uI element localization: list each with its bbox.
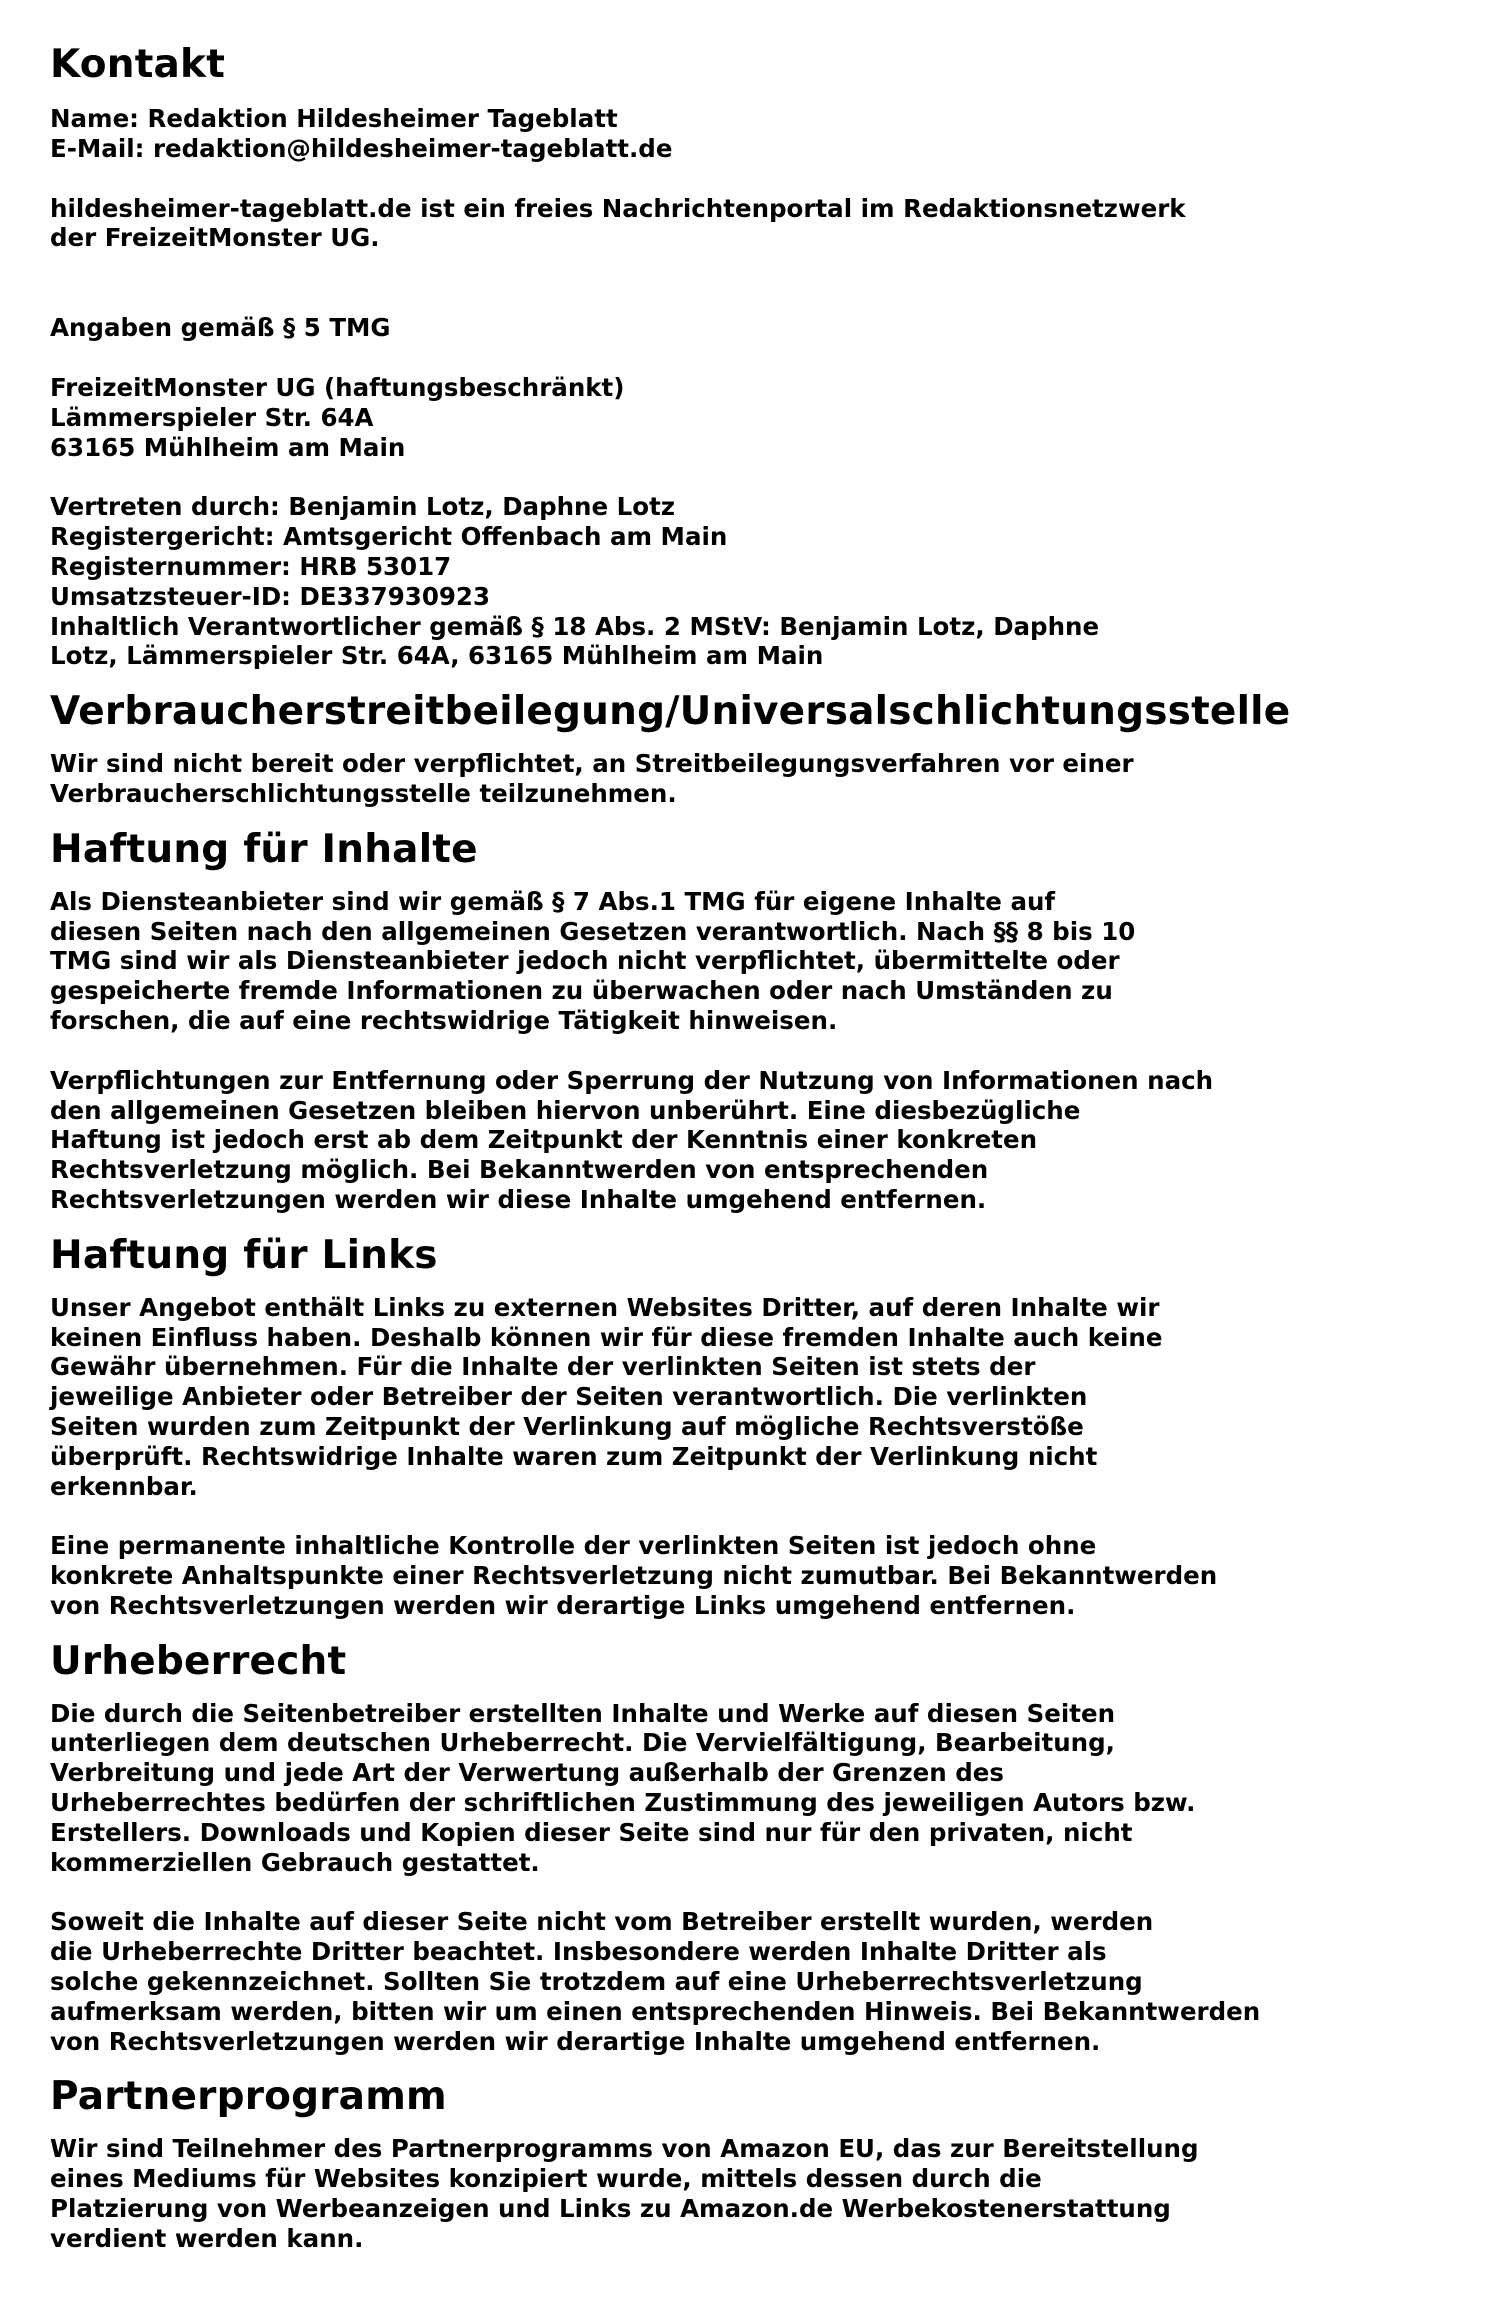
section-partnerprogramm <box>50 2072 1450 2253</box>
heading-haftung-links: Haftung für Links <box>50 1232 438 1278</box>
heading-partnerprogramm: Partnerprogramm <box>50 2074 447 2120</box>
haftung-links-paragraph-2: Eine permanente inhaltliche Kontrolle der verlinkten Seiten ist jedoch ohne konkrete Anhaltspunkte einer Rechtsverletzung nicht zumutbar. Bei Bekanntwerden von Rechtsverletzungen werden wir derartige Links umgehend entfernen. <box>50 1531 1218 1620</box>
contact-email: E-Mail: redaktion@hildesheimer-tageblatt.de <box>50 133 673 163</box>
haftung-inhalte-paragraph-2: Verpflichtungen zur Entfernung oder Sperrung der Nutzung von Informationen nach den allgemeinen Gesetzen bleiben hiervon unberührt. Eine diesbezügliche Haftung ist jedoch erst ab dem Zeitpunkt der Kenntnis einer konkreten Rechtsverletzung möglich. Bei Bekanntwerden von entsprechenden Rechtsverletzungen werden wir diese Inhalte umgehend entfernen. <box>50 1065 1214 1214</box>
heading-haftung-inhalte: Haftung für Inhalte <box>50 826 478 872</box>
company-details: Vertreten durch: Benjamin Lotz, Daphne Lotz Registergericht: Amtsgericht Offenbach am Main Registernummer: HRB 53017 Umsatzsteuer-ID: DE337930923 Inhaltlich Verantwortlicher gemäß § 18 Abs. 2 MStV: Benjamin Lotz, Daphne Lotz, Lämmerspieler Str. 64A, 63165 Mühlheim am Main <box>50 492 1100 671</box>
company-address: FreizeitMonster UG (haftungsbeschränkt) Lämmerspieler Str. 64A 63165 Mühlheim am Main <box>50 372 625 462</box>
verbraucher-text: Wir sind nicht bereit oder verpflichtet, an Streitbeilegungsverfahren vor einer Verbraucherschlichtungsstelle teilzunehmen. <box>50 749 1134 808</box>
partnerprogramm-text: Wir sind Teilnehmer des Partnerprogramms von Amazon EU, das zur Bereitstellung eines Mediums für Websites konzipiert wurde, mittels dessen durch die Platzierung von Werbeanzeigen und Links zu Amazon.de Werbekostenerstattung verdient werden kann. <box>50 2134 1199 2253</box>
haftung-links-paragraph-1: Unser Angebot enthält Links zu externen Websites Dritter, auf deren Inhalte wir keinen Einfluss haben. Deshalb können wir für diese fremden Inhalte auch keine Gewähr übernehmen. Für die Inhalte der verlinkten Seiten ist stets der jeweilige Anbieter oder Betreiber der Seiten verantwortlich. Die verlinkten Seiten wurden zum Zeitpunkt der Verlinkung auf mögliche Rechtsverstöße überprüft. Rechtswidrige Inhalte waren zum Zeitpunkt der Verlinkung nicht erkennbar. <box>50 1292 1163 1501</box>
heading-kontakt: Kontakt <box>50 42 226 87</box>
urheberrecht-paragraph-1: Die durch die Seitenbetreiber erstellten Inhalte und Werke auf diesen Seiten unterliegen dem deutschen Urheberrecht. Die Vervielfältigung, Bearbeitung, Verbreitung und jede Art der Verwertung außerhalb der Grenzen des Urheberrechtes bedürfen der schriftlichen Zustimmung des jeweiligen Autors bzw. Erstellers. Downloads und Kopien dieser Seite sind nur für den privaten, nicht kommerziellen Gebrauch gestattet. <box>50 1698 1196 1877</box>
section-urheberrecht <box>50 1637 1450 2057</box>
urheberrecht-paragraph-2: Soweit die Inhalte auf dieser Seite nicht vom Betreiber erstellt wurden, werden die Urheberrechte Dritter beachtet. Insbesondere werden Inhalte Dritter als solche gekennzeichnet. Sollten Sie trotzdem auf eine Urheberrechtsverletzung aufmerksam werden, bitten wir um einen entsprechenden Hinweis. Bei Bekanntwerden von Rechtsverletzungen werden wir derartige Inhalte umgehend entfernen. <box>50 1907 1261 2056</box>
contact-name: Name: Redaktion Hildesheimer Tageblatt <box>50 104 618 133</box>
haftung-inhalte-paragraph-1: Als Diensteanbieter sind wir gemäß § 7 Abs.1 TMG für eigene Inhalte auf diesen Seiten nach den allgemeinen Gesetzen verantwortlich. Nach §§ 8 bis 10 TMG sind wir als Diensteanbieter jedoch nicht verpflichtet, übermittelte oder gespeicherte fremde Informationen zu überwachen oder nach Umständen zu forschen, die auf eine rechtswidrige Tätigkeit hinweisen. <box>50 886 1136 1035</box>
portal-description: hildesheimer-tageblatt.de ist ein freies Nachrichtenportal im Redaktionsnetzwerk der FreizeitMonster UG. <box>50 193 1186 253</box>
section-kontakt <box>50 40 1450 671</box>
section-haftung-inhalte <box>50 825 1450 1215</box>
section-verbraucherstreitbeilegung <box>50 687 1450 809</box>
tmg-heading: Angaben gemäß § 5 TMG <box>50 313 391 343</box>
heading-urheberrecht: Urheberrecht <box>50 1638 347 1684</box>
heading-verbraucherstreitbeilegung: Verbraucherstreitbeilegung/Universalschlichtungsstelle <box>50 689 1291 735</box>
section-haftung-links <box>50 1231 1450 1621</box>
